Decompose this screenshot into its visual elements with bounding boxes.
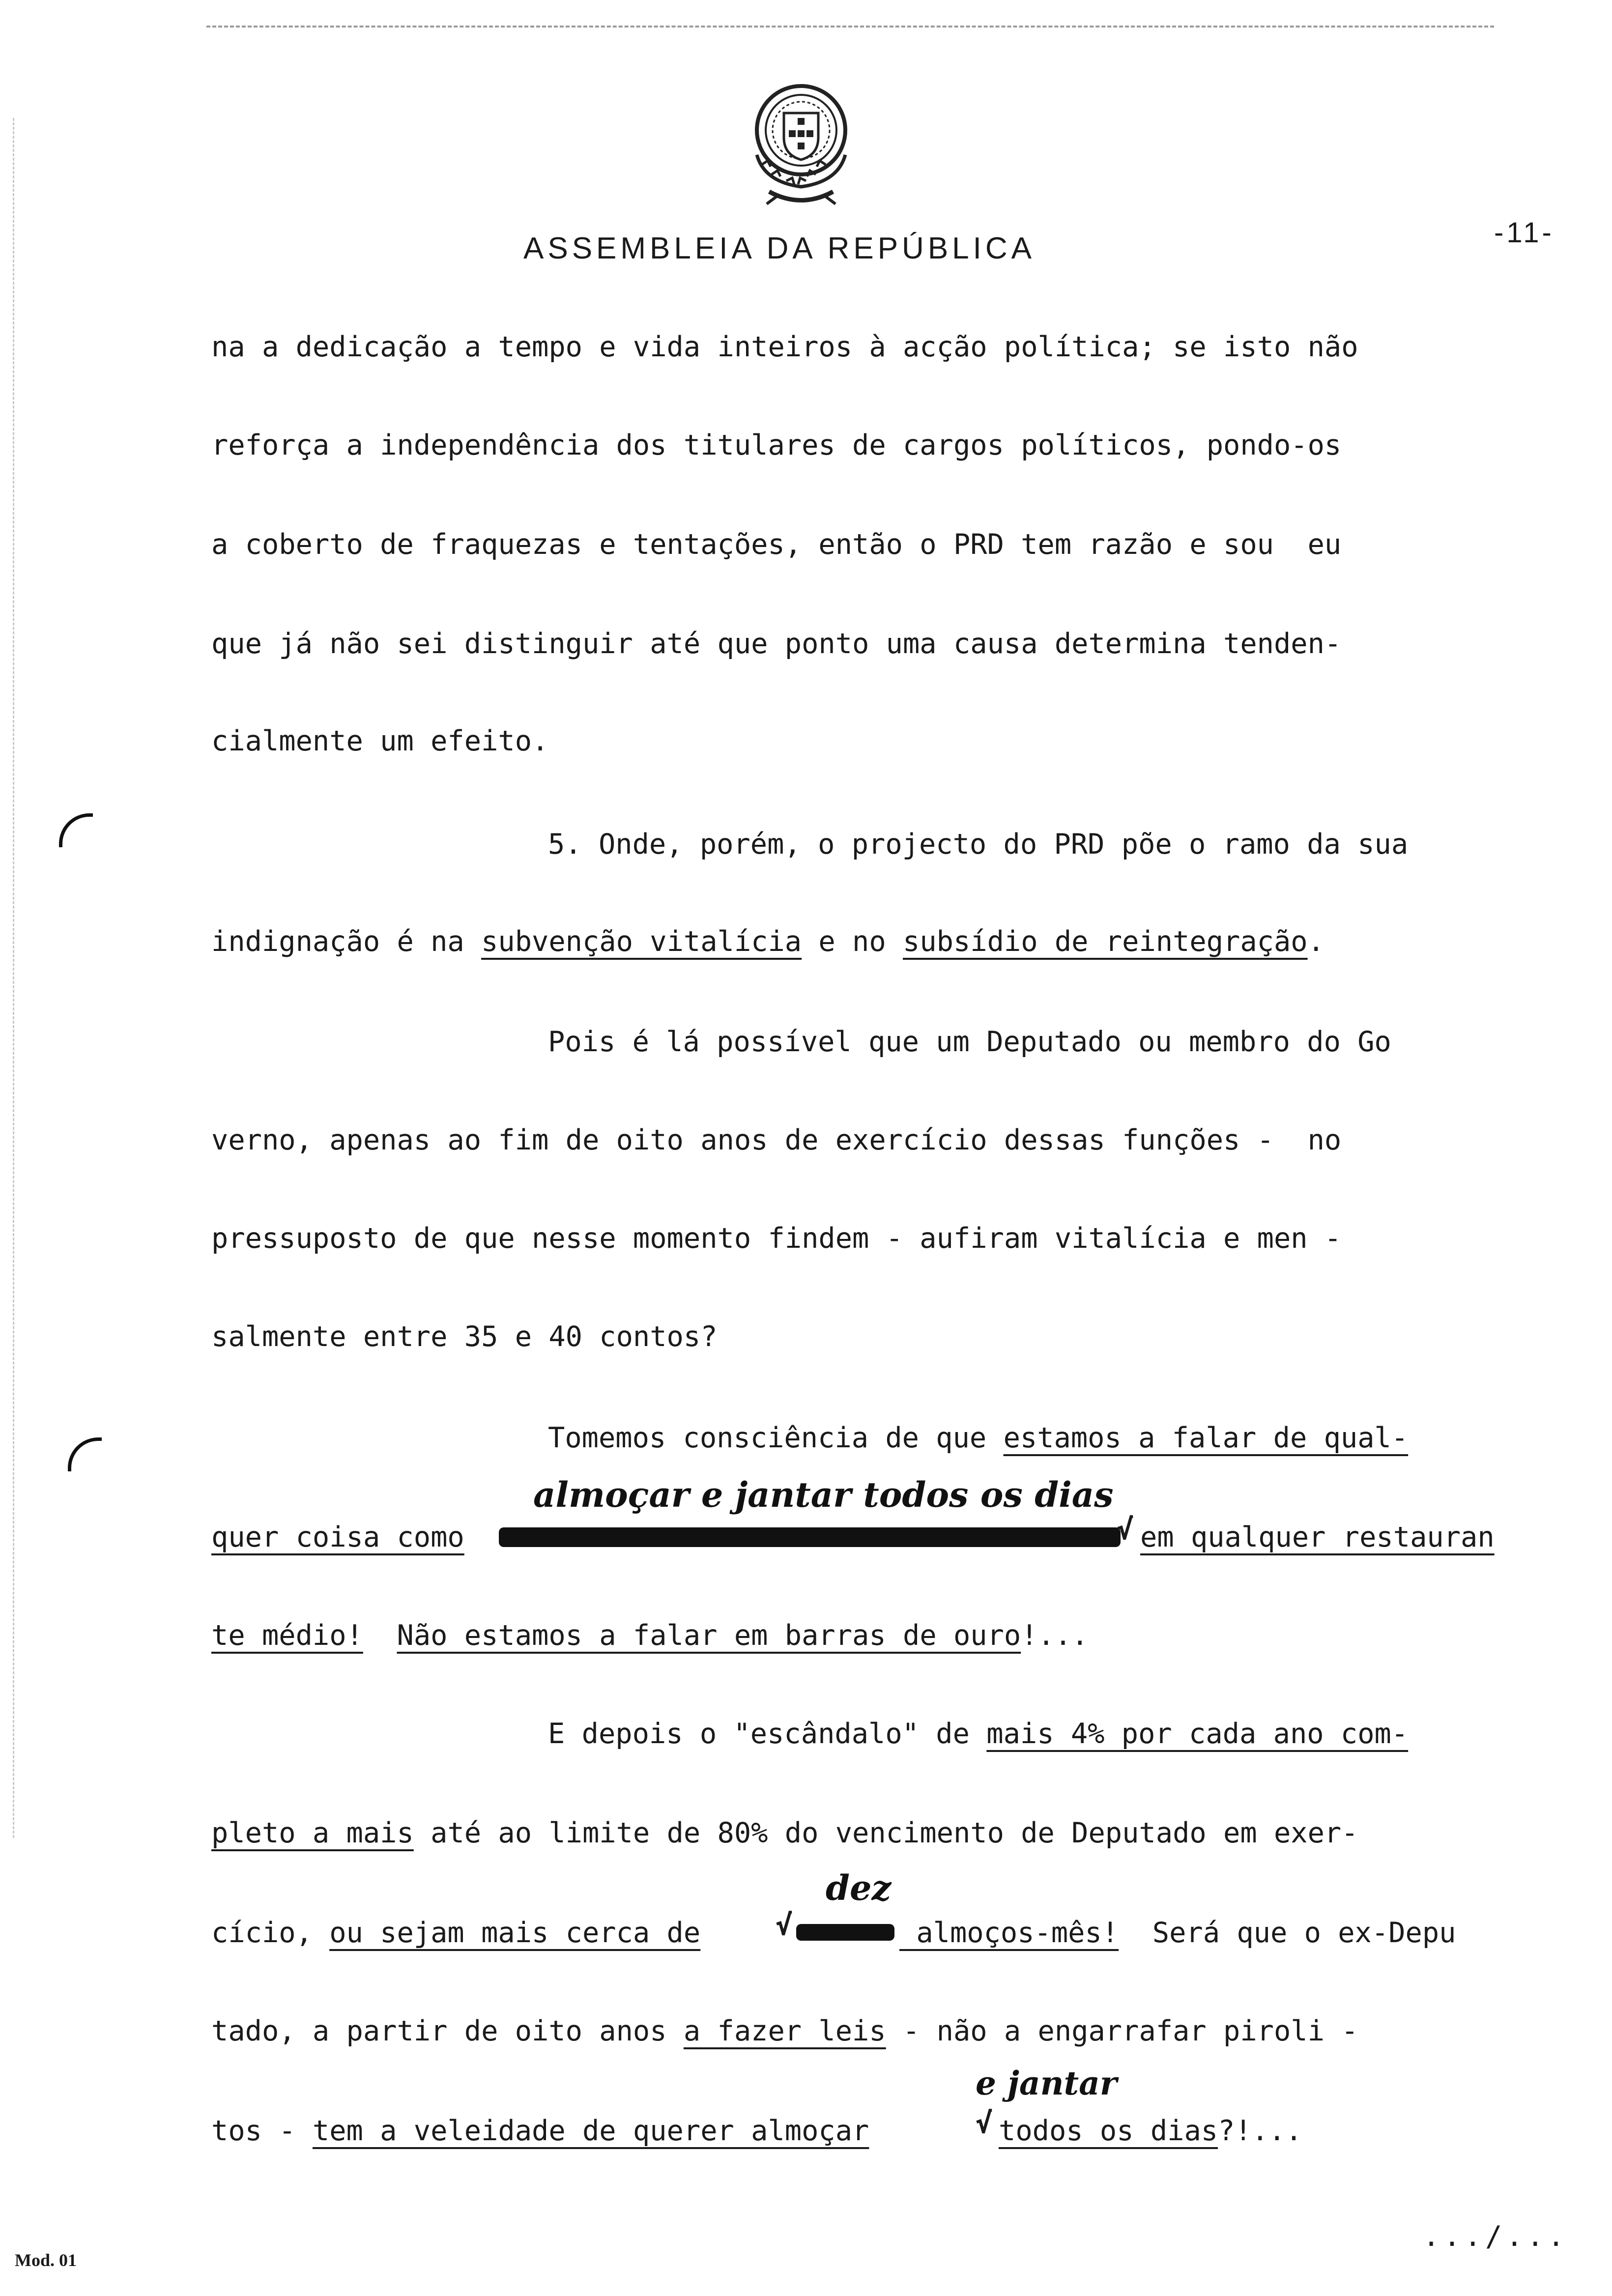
- text-line: que já não sei distinguir até que ponto uma causa determina tenden-: [211, 628, 1342, 660]
- text-line: indignação é na subvenção vitalícia e no subsídio de reintegração.: [211, 925, 1324, 958]
- page-number: -11-: [1494, 217, 1554, 249]
- header-title: ASSEMBLEIA DA REPÚBLICA: [523, 231, 1036, 265]
- text-line: reforça a independência dos titulares de cargos políticos, pondo-os: [211, 429, 1342, 461]
- text-line: quer coisa como: [211, 1521, 464, 1553]
- text-line: todos os dias?!...: [999, 2115, 1302, 2147]
- insertion-caret-mark: √: [776, 1908, 793, 1942]
- text-line: cício, ou sejam mais cerca de: [211, 1917, 701, 1949]
- margin-bracket-mark: [59, 813, 93, 847]
- form-model-label: Mod. 01: [15, 2250, 77, 2270]
- text-line: tos - tem a veleidade de querer almoçar: [211, 2115, 869, 2147]
- text-line: Tomemos consciência de que estamos a falar de qual-: [548, 1422, 1409, 1454]
- text-line: te médio! Não estamos a falar em barras de ouro!...: [211, 1619, 1089, 1652]
- text-line: 5. Onde, porém, o projecto do PRD põe o ramo da sua: [548, 828, 1409, 861]
- text-line: na a dedicação a tempo e vida inteiros à acção política; se isto não: [211, 331, 1358, 363]
- crossed-out-text: [796, 1924, 894, 1941]
- text-line: em qualquer restauran: [1140, 1521, 1495, 1553]
- continuation-marker: .../...: [1423, 2220, 1569, 2253]
- top-dashed-rule: [206, 26, 1494, 28]
- text-line: a coberto de fraquezas e tentações, então o PRD tem razão e sou eu: [211, 528, 1342, 561]
- text-line: pleto a mais até ao limite de 80% do vencimento de Deputado em exer-: [211, 1817, 1358, 1849]
- handwritten-insertion: e jantar: [976, 2064, 1117, 2102]
- margin-bracket-mark: [68, 1437, 102, 1471]
- portuguese-coat-of-arms-emblem: [735, 81, 867, 206]
- text-line: almoços-mês! Será que o ex-Depu: [899, 1917, 1456, 1949]
- text-line: verno, apenas ao fim de oito anos de exercício dessas funções - no: [211, 1124, 1342, 1156]
- crossed-out-text: [499, 1527, 1121, 1547]
- text-line: pressuposto de que nesse momento findem - aufiram vitalícia e men -: [211, 1222, 1342, 1255]
- handwritten-insertion: dez: [826, 1867, 892, 1908]
- text-line: tado, a partir de oito anos a fazer leis - não a engarrafar piroli -: [211, 2015, 1358, 2047]
- binding-margin-line: [13, 118, 14, 1838]
- insertion-caret-mark: √: [976, 2106, 993, 2140]
- text-line: Pois é lá possível que um Deputado ou membro do Go: [548, 1026, 1391, 1058]
- text-line: salmente entre 35 e 40 contos?: [211, 1320, 718, 1353]
- text-line: E depois o "escândalo" de mais 4% por cada ano com-: [548, 1718, 1409, 1750]
- insertion-caret-mark: √: [1117, 1513, 1134, 1546]
- text-line: cialmente um efeito.: [211, 725, 549, 757]
- handwritten-insertion: almoçar e jantar todos os dias: [533, 1474, 1114, 1515]
